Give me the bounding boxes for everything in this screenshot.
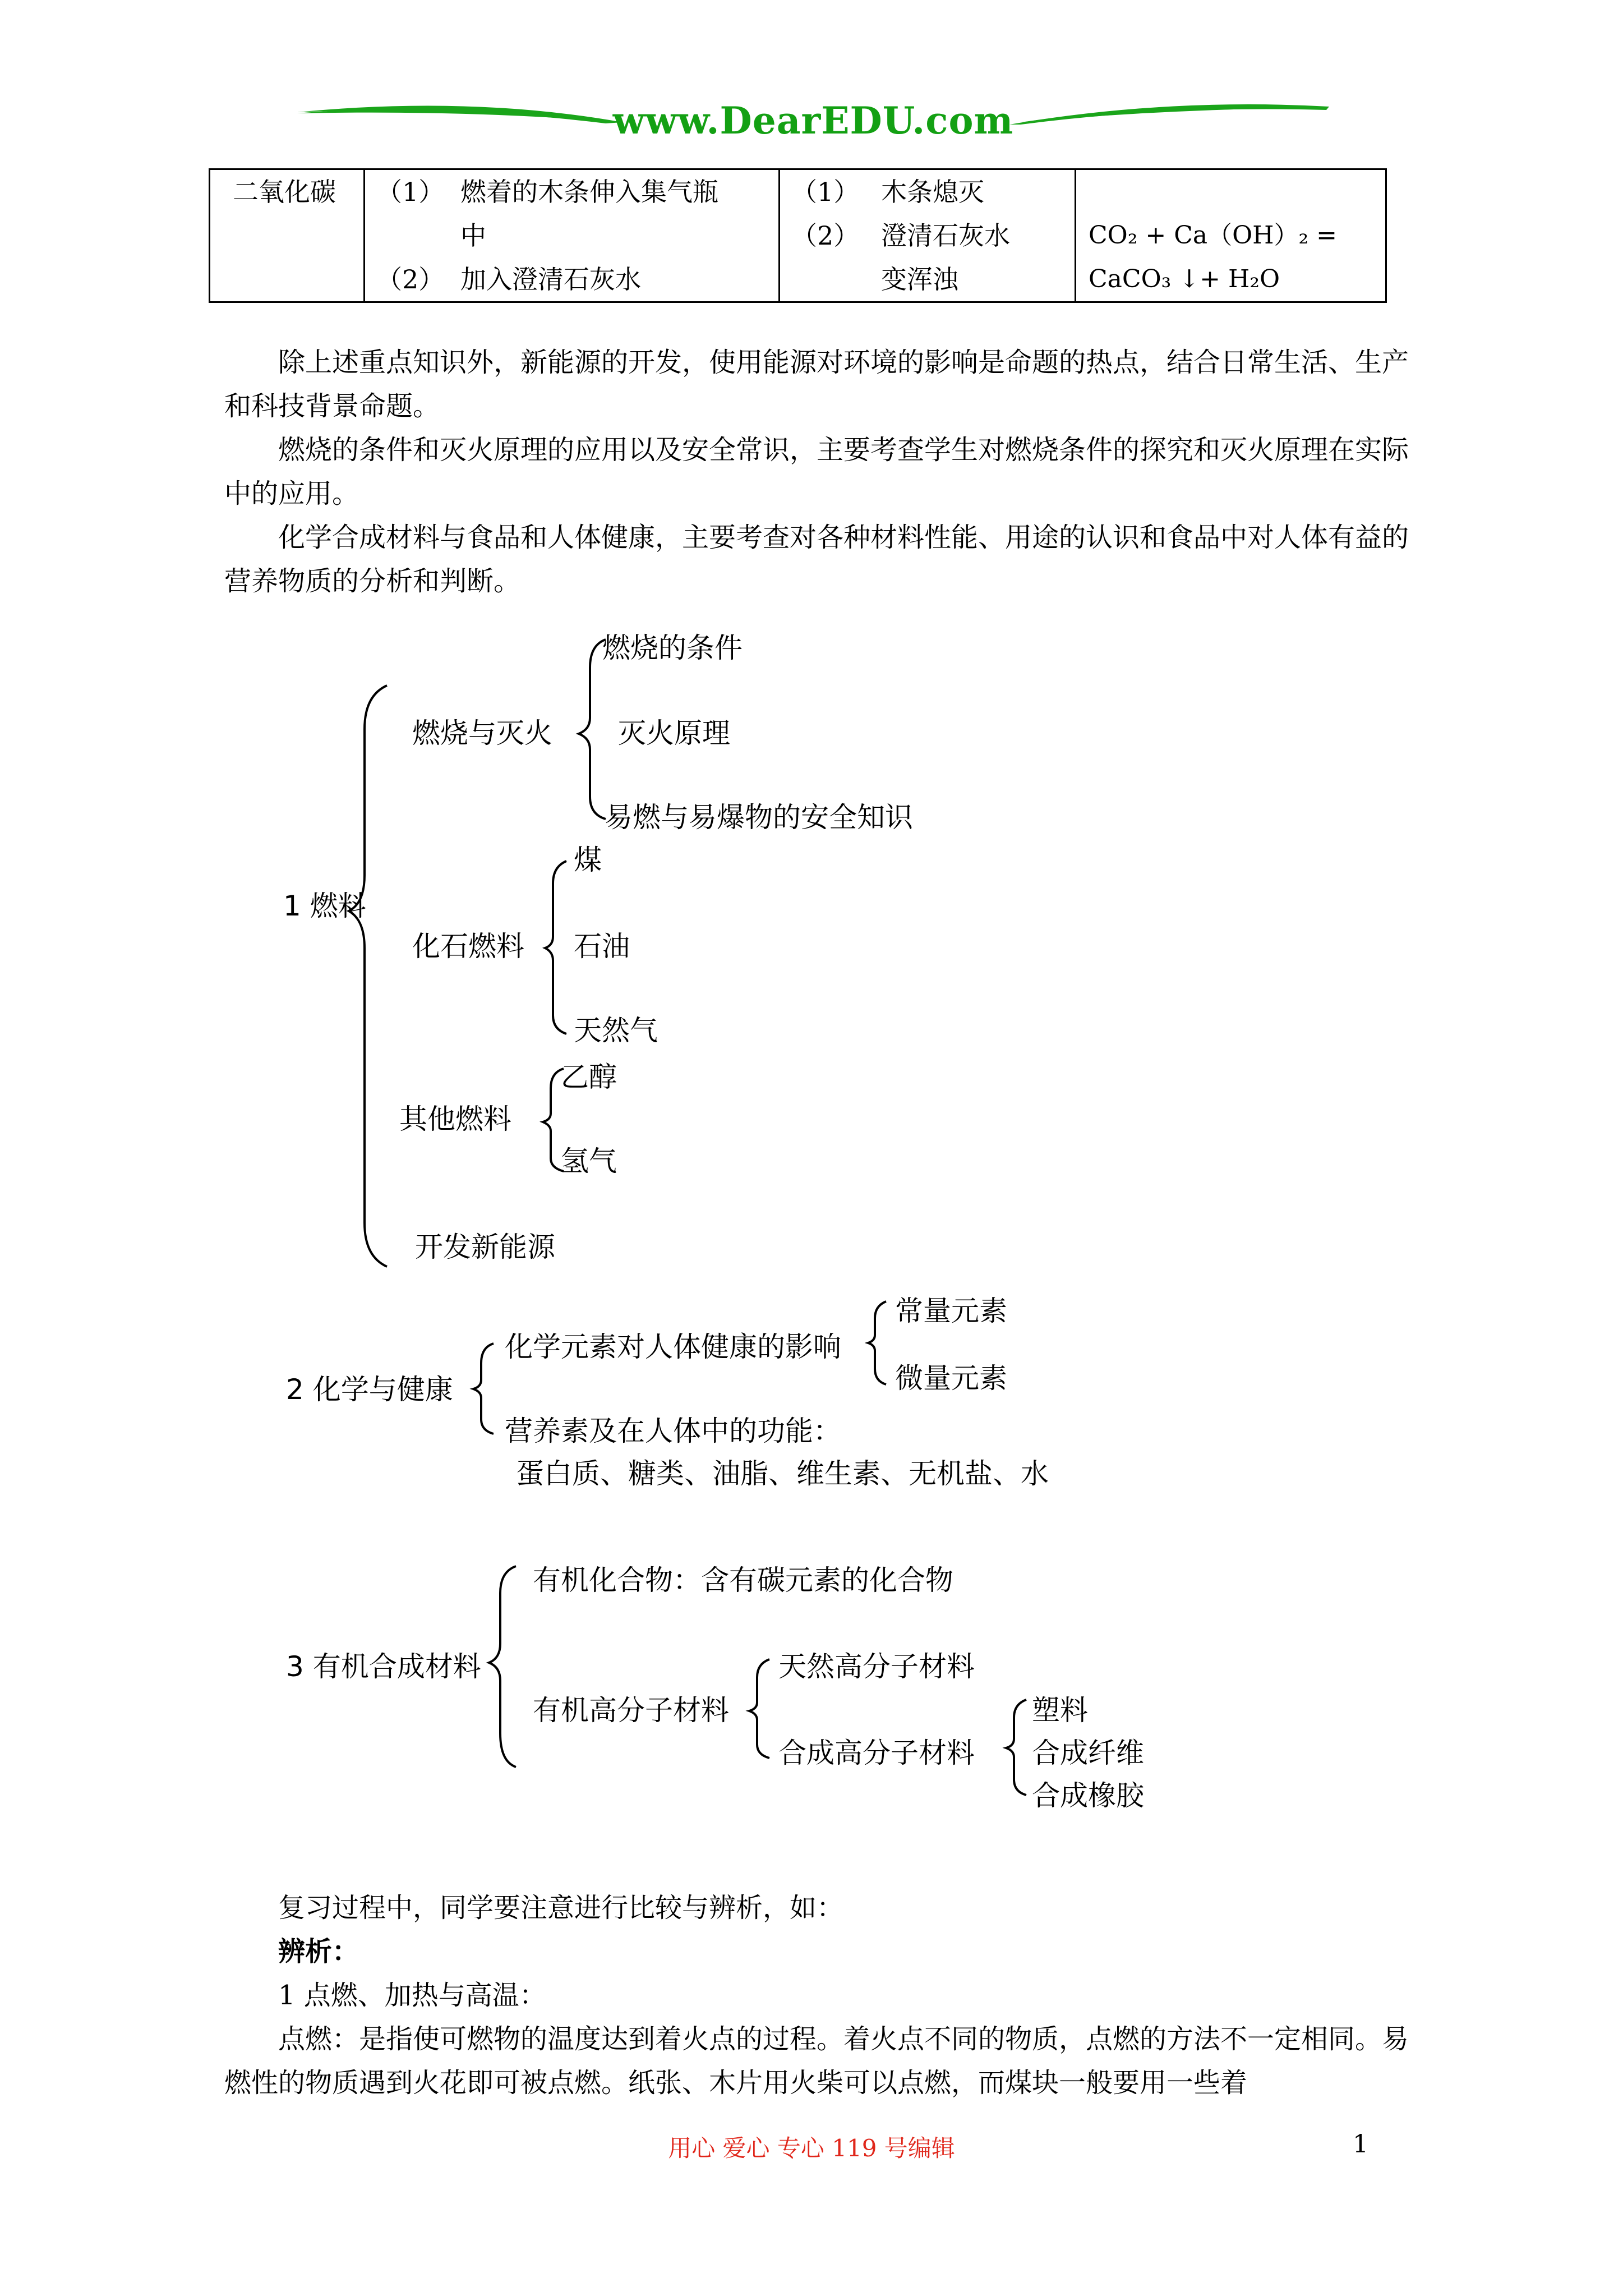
brace-fuel [349, 685, 387, 1267]
footer-text: 用心 爱心 专心 119 号编辑 [668, 2134, 955, 2162]
map3-root: 3 有机合成材料 [286, 1650, 481, 1683]
map1-other-fuels: 其他燃料 [399, 1103, 511, 1135]
map2-nutrients: 营养素及在人体中的功能： [505, 1415, 841, 1447]
brace-organic [489, 1566, 516, 1767]
map1-hydrogen: 氢气 [561, 1145, 617, 1177]
map3-fiber: 合成纤维 [1032, 1737, 1144, 1769]
page-number: 1 [1353, 2130, 1368, 2159]
analysis-item-1: 1 点燃、加热与高温： [278, 1980, 546, 2011]
paragraph-new-energy: 除上述重点知识外，新能源的开发，使用能源对环境的影响是命题的热点，结合日常生活、生产和科技背景命题。 [224, 347, 1409, 422]
map3-rubber: 合成橡胶 [1032, 1779, 1144, 1812]
analysis-heading: 辨析： [278, 1936, 359, 1967]
map2-nutrient-list: 蛋白质、糖类、油脂、维生素、无机盐、水 [516, 1457, 1049, 1490]
brace-synthetic [1006, 1700, 1026, 1795]
map1-fossil: 化石燃料 [412, 930, 524, 963]
map1-oil: 石油 [574, 930, 630, 963]
map3-synthetic-polymer: 合成高分子材料 [778, 1737, 975, 1769]
paragraph-combustion: 燃烧的条件和灭火原理的应用以及安全常识，主要考查学生对燃烧条件的探究和灭火原理在实际中的应用。 [224, 434, 1409, 509]
map2-root: 2 化学与健康 [286, 1373, 453, 1406]
map3-organic-compound: 有机化合物：含有碳元素的化合物 [533, 1564, 953, 1596]
map1-root: 1 燃料 [283, 890, 366, 922]
equation-line-2: CaCO₃ ↓+ H₂O [1089, 265, 1280, 293]
ignition-paragraph: 点燃：是指使可燃物的温度达到着火点的过程。着火点不同的物质，点燃的方法不一定相同。易燃性的物质遇到火花即可被点燃。纸张、木片用火柴可以点燃，而煤块一般要用一些着 [224, 2023, 1409, 2099]
table-cell-phenomenon: （1） 木条熄灭 （2） 澄清石灰水 变浑浊 [780, 169, 1076, 302]
table-cell-substance: 二氧化碳 [210, 169, 365, 302]
equation-line-1: CO₂ + Ca（OH）₂ = [1089, 221, 1338, 250]
map1-fire-extinguish: 灭火原理 [618, 717, 730, 749]
brace-health [473, 1343, 494, 1434]
map2-micro: 微量元素 [895, 1362, 1007, 1395]
map1-combustion: 燃烧与灭火 [412, 717, 552, 749]
map1-coal: 煤 [574, 844, 602, 876]
map3-polymer: 有机高分子材料 [533, 1694, 729, 1727]
brace-combustion [579, 639, 606, 819]
brace-fossil [545, 861, 566, 1034]
brace-polymer [749, 1659, 769, 1758]
map2-macro: 常量元素 [895, 1295, 1007, 1327]
table-cell-operation: （1） 燃着的木条伸入集气瓶 中 （2） 加入澄清石灰水 [365, 169, 780, 302]
map1-combustion-conditions: 燃烧的条件 [602, 632, 743, 664]
map1-ethanol: 乙醇 [561, 1061, 617, 1093]
map1-gas: 天然气 [574, 1014, 658, 1047]
brace-elements [868, 1301, 886, 1384]
map1-safety: 易燃与易爆物的安全知识 [605, 801, 913, 834]
compare-intro: 复习过程中，同学要注意进行比较与辨析，如： [278, 1892, 844, 1924]
paragraph-materials: 化学合成材料与食品和人体健康，主要考查对各种材料性能、用途的认识和食品中对人体有益的营养物质的分析和判断。 [224, 522, 1409, 597]
map1-new-energy: 开发新能源 [415, 1231, 555, 1263]
logo-text: www.DearEDU.com [612, 99, 1014, 142]
map3-plastic: 塑料 [1032, 1694, 1088, 1727]
map2-elements: 化学元素对人体健康的影响 [505, 1331, 841, 1363]
map3-natural-polymer: 天然高分子材料 [778, 1650, 975, 1683]
